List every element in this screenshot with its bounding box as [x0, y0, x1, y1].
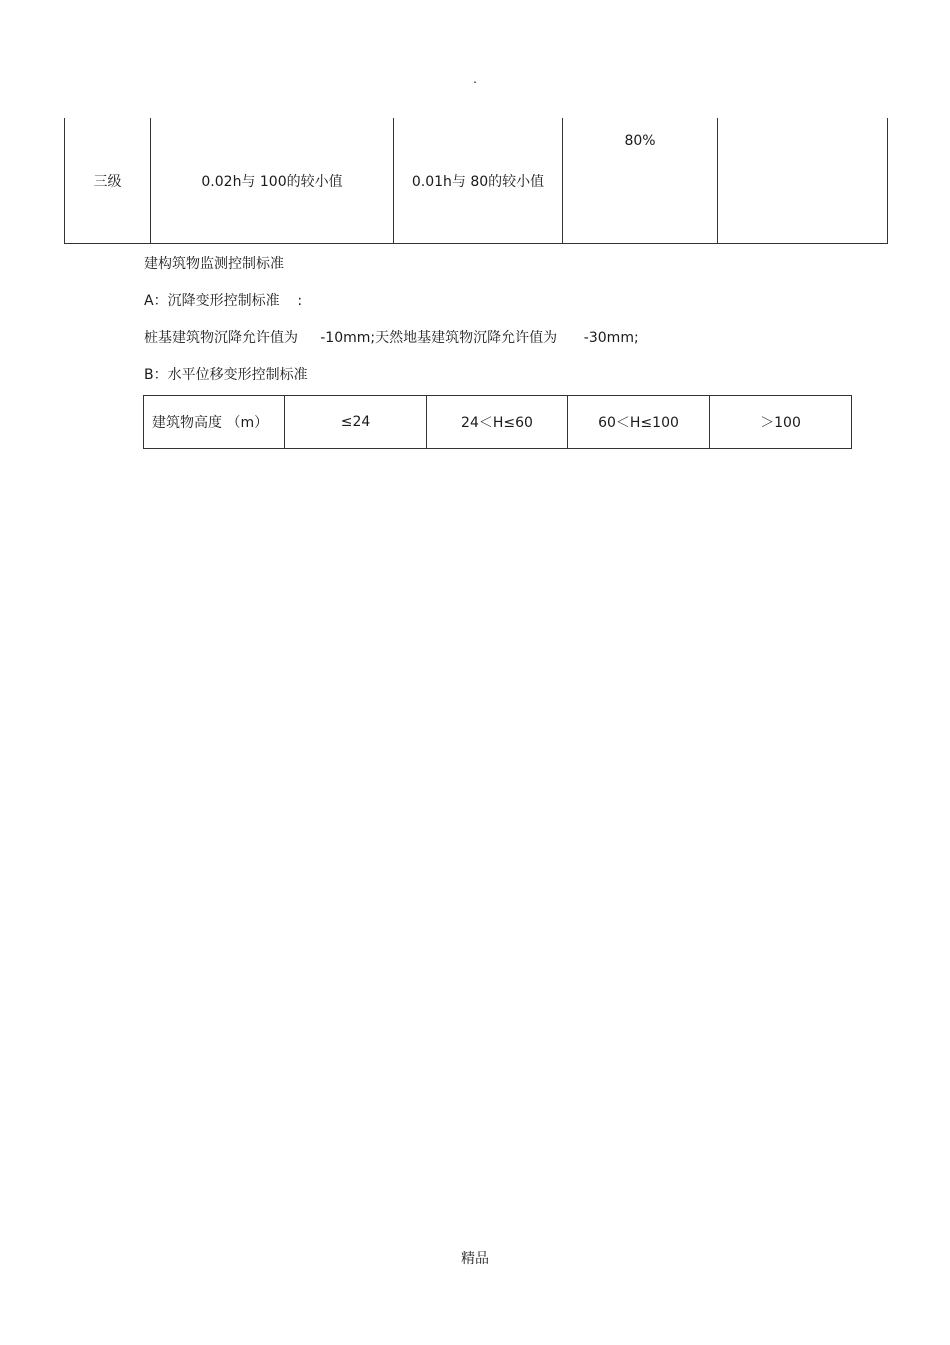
level-cell: 三级: [65, 118, 151, 244]
section-title: 建构筑物监测控制标准: [144, 256, 284, 272]
building-height-table: [143, 395, 852, 449]
horizontal-displacement-heading: B：水平位移变形控制标准: [144, 367, 308, 383]
header-mark: .: [473, 72, 477, 86]
control-level-table: [64, 118, 888, 244]
height-range-cell: ＞100: [710, 396, 852, 449]
height-header-cell: 建筑物高度 （m）: [144, 396, 285, 449]
table-row: [65, 118, 888, 244]
footer-label: 精品: [461, 1251, 489, 1267]
percentage-cell: 80%: [563, 118, 718, 244]
height-range-cell: 60＜H≤100: [568, 396, 710, 449]
settlement-text: 桩基建筑物沉降允许值为 -10mm;天然地基建筑物沉降允许值为 -30mm;: [144, 330, 639, 346]
horizontal-limit-cell: 0.02h与 100的较小值: [151, 118, 394, 244]
empty-cell: [718, 118, 888, 244]
height-range-cell: 24＜H≤60: [427, 396, 568, 449]
table-row: [144, 396, 852, 449]
height-range-cell: ≤24: [285, 396, 427, 449]
settlement-heading: A：沉降变形控制标准 :: [144, 293, 303, 309]
vertical-limit-cell: 0.01h与 80的较小值: [394, 118, 563, 244]
